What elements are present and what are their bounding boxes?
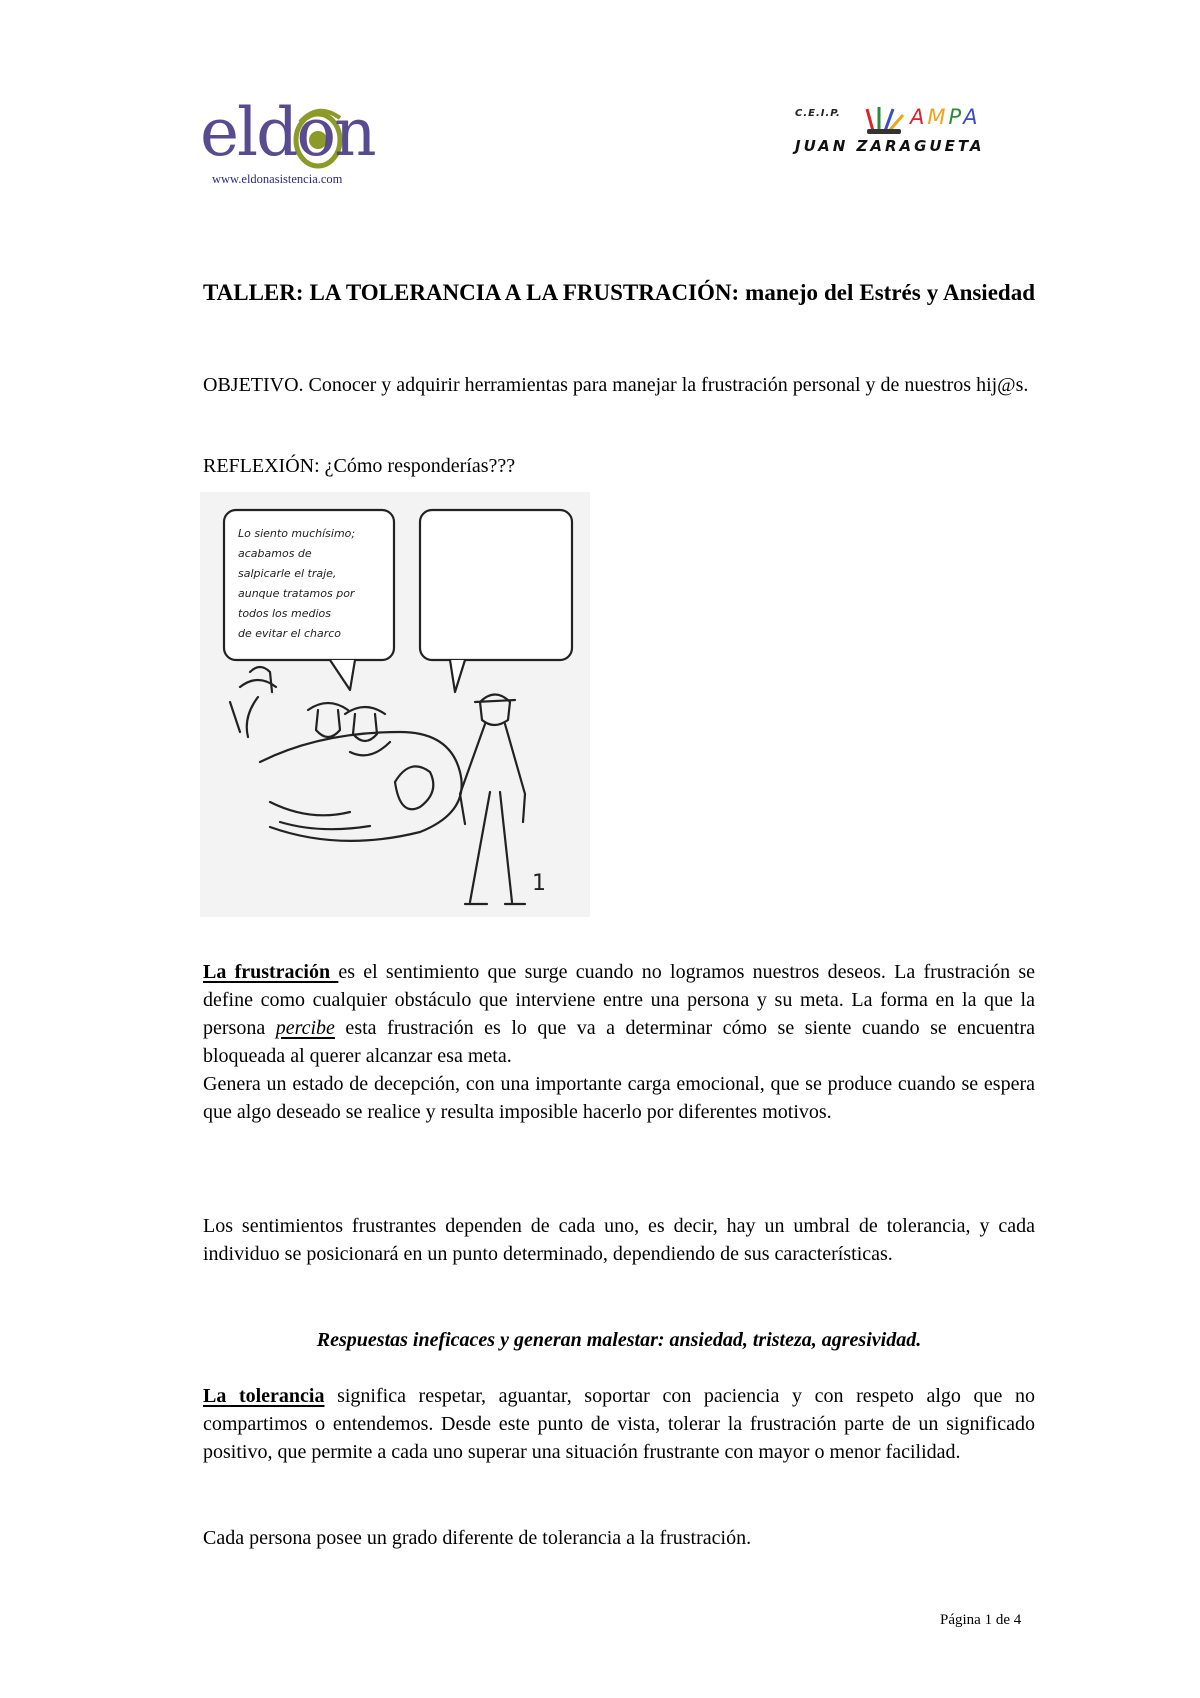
disappointment-text: Genera un estado de decepción, con una importante carga emocional, que se produce cuando se espera que algo deseado se realice y resulta imposible hacerlo por diferentes motivos. xyxy=(203,1073,1035,1123)
ampa-logo xyxy=(795,105,1035,165)
svg-text:aunque tratamos por: aunque tratamos por xyxy=(238,587,355,600)
cartoon-illustration xyxy=(200,492,590,917)
tolerance-definition: La tolerancia significa respetar, aguantar, soportar con paciencia y con respeto algo que no compartimos o entendemos. Desde este punto de vista, tolerar la frustración parte de un significado positivo, que permite a cada uno superar una situación frustrante con mayor o menor facilidad. xyxy=(203,1385,1035,1463)
tolerance-term: La tolerancia xyxy=(203,1385,325,1407)
document-title: TALLER: LA TOLERANCIA A LA FRUSTRACIÓN: manejo del Estrés y Ansiedad xyxy=(203,280,1035,305)
svg-text:todos los medios: todos los medios xyxy=(238,607,331,620)
ineffective-responses: Respuestas ineficaces y generan malestar: ansiedad, tristeza, agresividad. xyxy=(316,1329,922,1351)
cartoon-panel-number: 1 xyxy=(532,871,546,896)
eldon-wordmark: eldon xyxy=(200,94,375,171)
svg-text:de evitar el charco: de evitar el charco xyxy=(238,627,342,640)
percibe-emphasis: percibe xyxy=(275,1017,335,1039)
objective-text: OBJETIVO. Conocer y adquirir herramientas para manejar la frustración personal y de nuestros hij@s. xyxy=(203,374,1029,396)
feelings-text: Los sentimientos frustrantes dependen de cada uno, es decir, hay un umbral de tolerancia, y cada individuo se posicionará en un punto determinado, dependiendo de sus características. xyxy=(203,1215,1035,1265)
frustration-definition: La frustración es el sentimiento que surge cuando no logramos nuestros deseos. La frustración se define como cualquier obstáculo que interviene entre una persona y su meta. La forma en la que la persona percibe esta frustración es lo que va a determinar cómo se siente cuando se encuentra bloqueada al querer alcanzar esa meta. xyxy=(203,961,1035,1067)
ampa-school-name: JUAN ZARAGUETA xyxy=(795,137,985,155)
ampa-wordmark: AMPA xyxy=(910,105,981,129)
ampa-ceip: C.E.I.P. xyxy=(795,108,841,119)
frustration-term: La frustración xyxy=(203,961,339,983)
reflection-text: REFLEXIÓN: ¿Cómo responderías??? xyxy=(203,455,516,477)
svg-text:Lo siento muchísimo;: Lo siento muchísimo; xyxy=(238,527,356,540)
svg-text:salpicarle el traje,: salpicarle el traje, xyxy=(238,567,337,580)
each-person-text: Cada persona posee un grado diferente de tolerancia a la frustración. xyxy=(203,1527,752,1549)
page-number: Página 1 de 4 xyxy=(940,1612,1022,1628)
ampa-pencils-icon xyxy=(865,105,909,135)
reflection-cartoon xyxy=(200,492,590,917)
svg-text:acabamos de: acabamos de xyxy=(238,547,312,560)
eldon-url: www.eldonasistencia.com xyxy=(212,172,343,186)
eldon-logo xyxy=(200,94,400,190)
